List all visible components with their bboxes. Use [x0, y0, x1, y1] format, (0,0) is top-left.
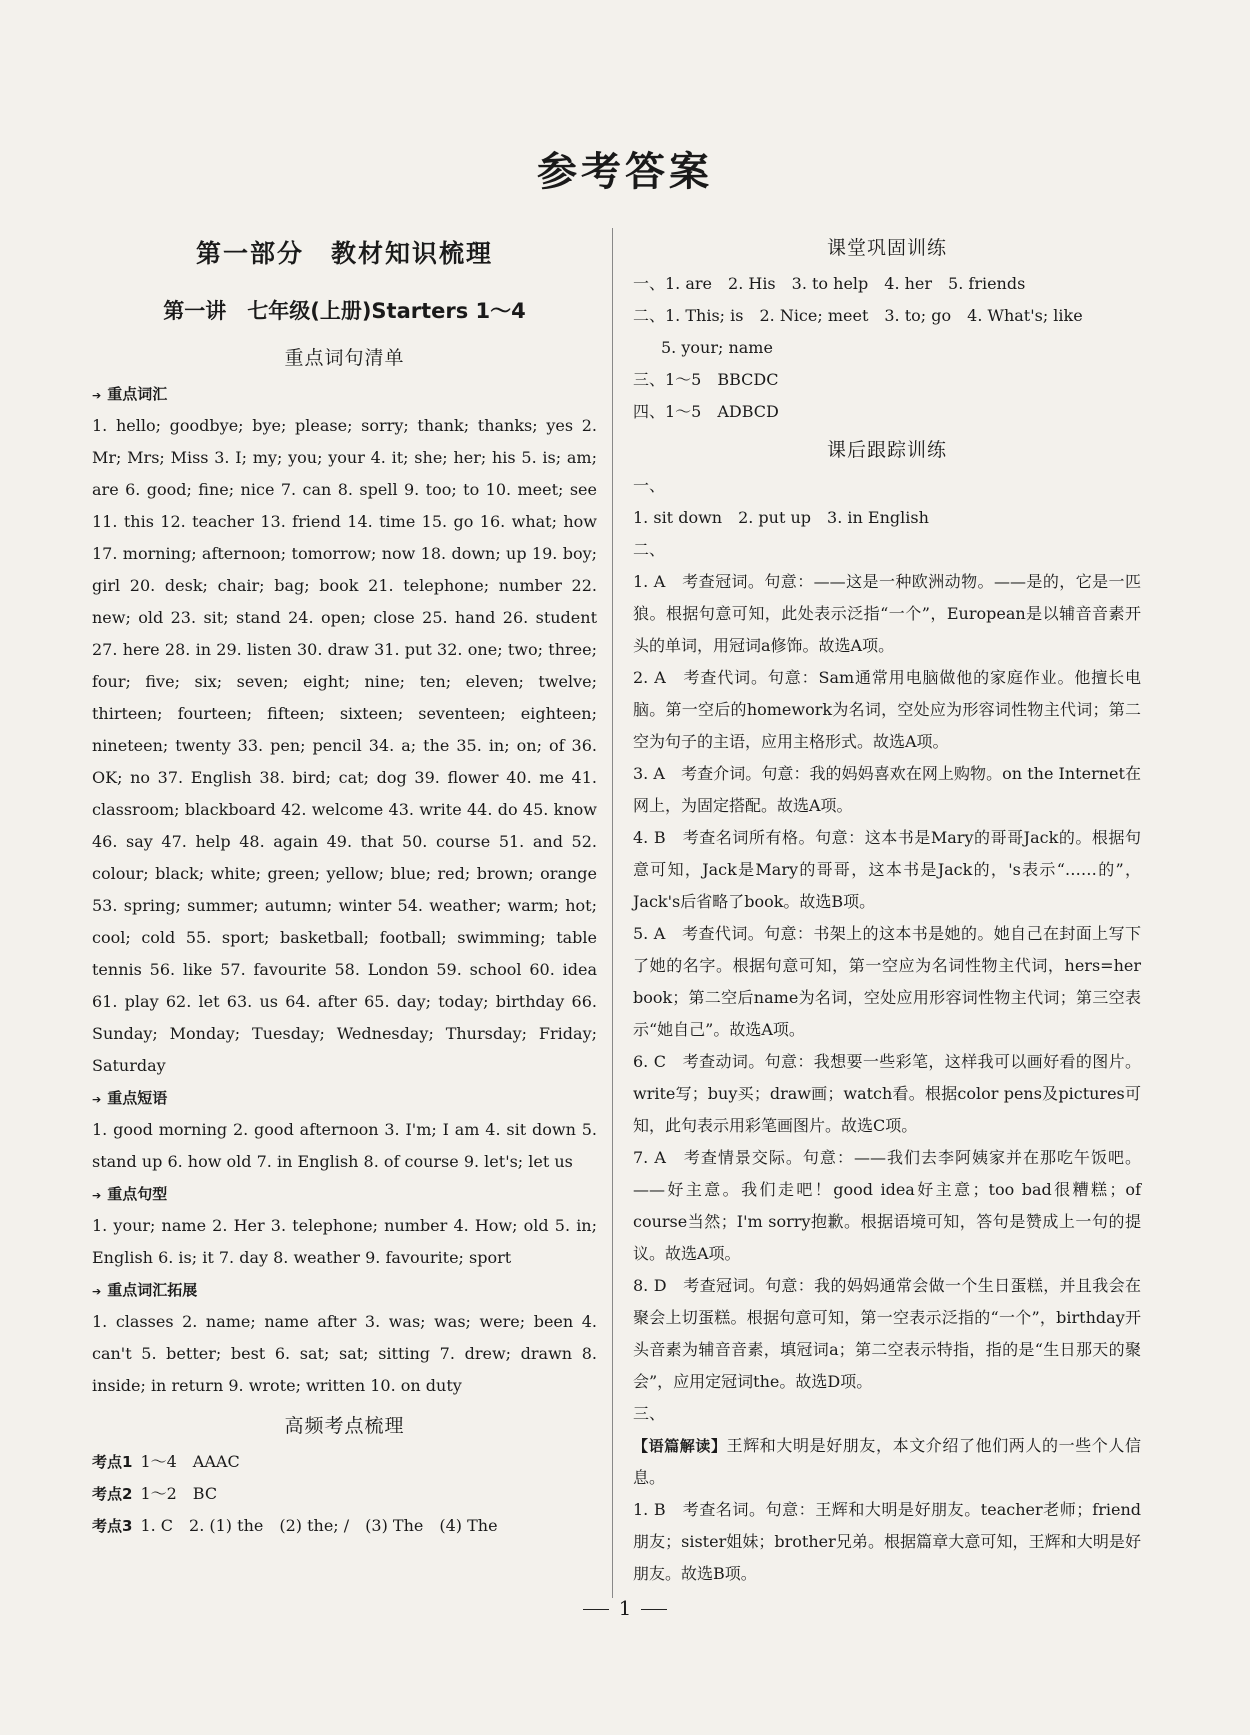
- sentences-text: 1. your; name 2. Her 3. telephone; number 4. How; old 5. in; English 6. is; it 7. day 8. weather 9. favourite; sport: [92, 1216, 597, 1267]
- section-title-hf: 高频考点梳理: [284, 1415, 405, 1437]
- section-title-kehou: 课后跟踪训练: [826, 439, 947, 461]
- arrow-icon: ➔: [92, 1285, 102, 1298]
- subheading-phrases-label: 重点短语: [107, 1089, 168, 1107]
- section-title-list: 重点词句清单: [284, 347, 405, 369]
- answer-q2: 2. A 考查代词。句意：Sam通常用电脑做他的家庭作业。他擅长电脑。第一空后的homework为名词，空处应为形容词性物主代词；第二空为句子的主语，应用主格形式。故选A项。: [633, 668, 1141, 751]
- kaodian-3-text: 1. C 2. (1) the (2) the; / (3) The (4) The: [140, 1516, 498, 1535]
- subheading-extension: [92, 1274, 597, 1306]
- arrow-icon: ➔: [92, 1093, 102, 1106]
- kaodian-1: [92, 1446, 597, 1478]
- ketang-3: 三、1～5 BBCDC: [633, 370, 779, 389]
- kaodian-3-label: 考点3: [92, 1517, 133, 1535]
- vocab-text: 1. hello; goodbye; bye; please; sorry; thank; thanks; yes 2. Mr; Mrs; Miss 3. I; my; you; your 4. it; she; her; his 5. is; am; are 6. good; fine; nice 7. can 8. spell 9. too; to 10. meet; see 11. this 12. teacher 13. friend 14. time 15. go 16. what; how 17. morning; afternoon; tomorrow; now 18. down; up 19. boy; girl 20. desk; chair; bag; book 21. telephone; number 22. new; old 23. sit; stand 24. open; close 25. hand 26. student 27. here 28. in 29. listen 30. draw 31. put 32. one; two; three; four; five; six; seven; eight; nine; ten; eleven; twelve; thirteen; fourteen; fifteen; sixteen; seventeen; eighteen; nineteen; twenty 33. pen; pencil 34. a; the 35. in; on; of 36. OK; no 37. English 38. bird; cat; dog 39. flower 40. me 41. classroom; blackboard 42. welcome 43. write 44. do 45. know 46. say 47. help 48. again 49. that 50. course 51. and 52. colour; black; white; green; yellow; blue; red; brown; orange 53. spring; summer; autumn; winter 54. weather; warm; hot; cool; cold 55. sport; basketball; football; swimming; table tennis 56. like 57. favourite 58. London 59. school 60. idea 61. play 62. let 63. us 64. after 65. day; today; birthday 66. Sunday; Monday; Tuesday; Wednesday; Thursday; Friday; Saturday: [92, 416, 597, 1075]
- dash-right: [641, 1609, 667, 1610]
- answer-q6: 6. C 考查动词。句意：我想要一些彩笔，这样我可以画好看的图片。write写；buy买；draw画；watch看。根据color pens及pictures可知，此句表示用彩笔画图片。故选C项。: [633, 1052, 1141, 1135]
- subheading-sentences: [92, 1178, 597, 1210]
- yupian-label: 【语篇解读】: [633, 1437, 727, 1455]
- kehou-yi: 一、: [633, 476, 666, 495]
- ketang-1: 一、1. are 2. His 3. to help 4. her 5. friends: [633, 274, 1026, 293]
- kaodian-3: [92, 1510, 597, 1542]
- ketang-2a: 二、1. This; is 2. Nice; meet 3. to; go 4. What's; like: [633, 306, 1083, 325]
- dash-left: [583, 1609, 609, 1610]
- ketang-2b: 5. your; name: [661, 338, 773, 357]
- answer-q7: 7. A 考查情景交际。句意：——我们去李阿姨家并在那吃午饭吧。——好主意。我们走吧！good idea好主意；too bad很糟糕；of course当然；I'm sorry抱歉。根据语境可知，答句是赞成上一句的提议。故选A项。: [633, 1148, 1141, 1263]
- subheading-phrases: [92, 1082, 597, 1114]
- lecture-title: 第一讲 七年级(上册)Starters 1～4: [163, 299, 526, 323]
- extension-text: 1. classes 2. name; name after 3. was; was; were; been 4. can't 5. better; best 6. sat; sat; sitting 7. drew; drawn 8. inside; in return 9. wrote; written 10. on duty: [92, 1312, 597, 1395]
- left-column: [92, 228, 597, 1542]
- subheading-vocab-label: 重点词汇: [107, 385, 168, 403]
- page-number-value: 1: [618, 1596, 632, 1620]
- phrases-text: 1. good morning 2. good afternoon 3. I'm; I am 4. sit down 5. stand up 6. how old 7. in English 8. of course 9. let's; let us: [92, 1120, 597, 1171]
- yupian-jiedu: [633, 1430, 1141, 1494]
- answer-q3: 3. A 考查介词。句意：我的妈妈喜欢在网上购物。on the Internet在网上，为固定搭配。故选A项。: [633, 764, 1141, 815]
- subheading-sentences-label: 重点句型: [107, 1185, 168, 1203]
- subheading-extension-label: 重点词汇拓展: [107, 1281, 198, 1299]
- part-title: 第一部分 教材知识梳理: [195, 239, 493, 268]
- section-title-ketang: 课堂巩固训练: [826, 237, 947, 259]
- kaodian-1-text: 1～4 AAAC: [140, 1452, 240, 1471]
- kehou-san: 三、: [633, 1404, 666, 1423]
- subheading-vocab: [92, 378, 597, 410]
- right-column: [633, 228, 1141, 1590]
- arrow-icon: ➔: [92, 389, 102, 402]
- yupian-text: 王辉和大明是好朋友，本文介绍了他们两人的一些个人信息。: [633, 1436, 1141, 1487]
- page-title: 参考答案: [537, 149, 713, 195]
- ketang-4: 四、1～5 ADBCD: [633, 402, 779, 421]
- column-divider: [612, 228, 613, 1598]
- kaodian-2-label: 考点2: [92, 1485, 133, 1503]
- answer-q8: 8. D 考查冠词。句意：我的妈妈通常会做一个生日蛋糕，并且我会在聚会上切蛋糕。根据句意可知，第一空表示泛指的“一个”，birthday开头音素为辅音音素，填冠词a；第二空表示特指，指的是“生日那天的聚会”，应用定冠词the。故选D项。: [633, 1276, 1141, 1391]
- kaodian-2-text: 1～2 BC: [140, 1484, 218, 1503]
- arrow-icon: ➔: [92, 1189, 102, 1202]
- kaodian-2: [92, 1478, 597, 1510]
- page-number: [0, 1596, 1250, 1620]
- kaodian-1-label: 考点1: [92, 1453, 133, 1471]
- kehou-er: 二、: [633, 540, 666, 559]
- answer-san-q1: 1. B 考查名词。句意：王辉和大明是好朋友。teacher老师；friend朋友；sister姐妹；brother兄弟。根据篇章大意可知，王辉和大明是好朋友。故选B项。: [633, 1500, 1141, 1583]
- answer-q4: 4. B 考查名词所有格。句意：这本书是Mary的哥哥Jack的。根据句意可知，Jack是Mary的哥哥，这本书是Jack的，'s表示“……的”，Jack's后省略了book。故选B项。: [633, 828, 1141, 911]
- kehou-yi-text: 1. sit down 2. put up 3. in English: [633, 508, 929, 527]
- answer-q1: 1. A 考查冠词。句意：——这是一种欧洲动物。——是的，它是一匹狼。根据句意可知，此处表示泛指“一个”，European是以辅音音素开头的单词，用冠词a修饰。故选A项。: [633, 572, 1141, 655]
- answer-q5: 5. A 考查代词。句意：书架上的这本书是她的。她自己在封面上写下了她的名字。根据句意可知，第一空应为名词性物主代词，hers=her book；第二空后name为名词，空处应用形容词性物主代词；第三空表示“她自己”。故选A项。: [633, 924, 1141, 1039]
